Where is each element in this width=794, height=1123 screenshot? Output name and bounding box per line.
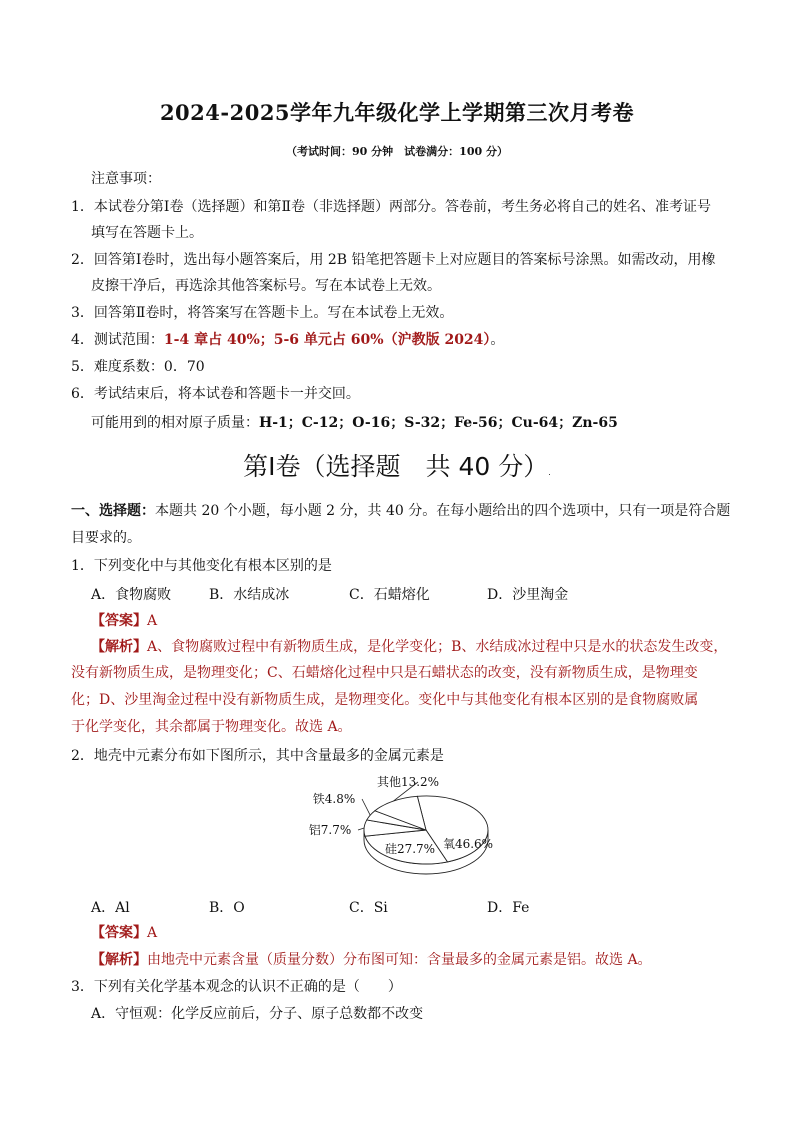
answer-tag: 【答案】 [91,925,147,941]
note-2-cont: 皮擦干净后，再选涂其他答案标号。写在本试卷上无效。 [91,278,441,294]
test-scope: 1-4 章占 40%；5-6 单元占 60%（沪教版 2024） [163,332,491,348]
part1-instructions-cont: 目要求的。 [71,530,141,546]
question-2-option-d: D．Fe [487,900,530,916]
question-1-analysis-line-4: 于化学变化，其余都属于物理变化。故选 A。 [71,719,352,735]
pie-label-硅: 硅27.7% [384,842,436,856]
note-1 [71,198,711,216]
note-number: 1． [71,199,94,215]
exam-info: （考试时间：90 分钟 试卷满分：100 分） [286,145,508,158]
answer-tag: 【答案】 [91,613,147,629]
atomic-masses [91,414,618,432]
question-1-answer [91,612,157,630]
part1-text: 本题共 20 个小题，每小题 2 分，共 40 分。在每小题给出的四个选项中，只有一项是符合题 [155,503,731,519]
note-number: 5． [71,359,94,375]
note-6 [71,385,360,403]
pie-label-其他: 其他13.2% [376,775,440,789]
analysis-tag: 【解析】 [91,639,147,655]
note-5 [71,358,205,376]
note-text: 回答第Ⅰ卷时，选出每小题答案后，用 2B 铅笔把答题卡上对应题目的答案标号涂黑。如需改动，用橡 [93,252,716,268]
note-text: 测试范围： [93,332,164,348]
atomic-mass-values: H-1；C-12；O-16；S-32；Fe-56；Cu-64；Zn-65 [259,415,618,431]
question-2-analysis [91,951,652,969]
pie-label-氧: 氧46.6% [442,837,494,851]
note-4 [71,331,504,349]
atomic-mass-label: 可能用到的相对原子质量： [91,415,259,431]
question-1-analysis-line-3: 化；D、沙里淘金过程中没有新物质生成，是物理变化。变化中与其他变化有根本区别的是食物腐败属 [71,692,699,708]
note-2 [71,251,716,269]
leader-line-铝 [358,828,364,830]
page-title: 2024-2025学年九年级化学上学期第三次月考卷 [159,100,635,125]
question-1-option-b: B．水结成冰 [209,587,290,603]
answer-value: A [147,613,158,629]
part1-instructions [71,502,730,520]
answer-value: A [147,925,158,941]
question-2-stem: 2．地壳中元素分布如下图所示，其中含量最多的金属元素是 [71,748,444,764]
note-1-cont: 填写在答题卡上。 [91,225,203,241]
analysis-text: A、食物腐败过程中有新物质生成，是化学变化；B、水结成冰过程中只是水的状态发生改变， [147,639,728,655]
note-text: 考试结束后，将本试卷和答题卡一并交回。 [93,386,360,402]
section-title-text: 第Ⅰ卷（选择题 共 40 分） [243,452,549,481]
question-2-option-b: B．O [209,900,245,916]
note-text-end: 。 [490,332,505,348]
question-2-option-a: A．Al [91,900,130,916]
leader-line-铁 [362,799,370,815]
note-3 [71,304,453,322]
question-3-option-a: A．守恒观：化学反应前后，分子、原子总数都不改变 [91,1006,424,1022]
pie-label-铝: 铝7.7% [308,823,352,837]
note-text: 本试卷分第Ⅰ卷（选择题）和第Ⅱ卷（非选择题）两部分。答卷前，考生务必将自己的姓名、准考证号 [93,199,711,215]
question-1-stem: 1．下列变化中与其他变化有根本区别的是 [71,558,332,574]
analysis-text: 由地壳中元素含量（质量分数）分布图可知：含量最多的金属元素是铝。故选 A。 [147,952,652,968]
note-number: 2． [71,252,94,268]
question-1-option-d: D．沙里淘金 [487,587,569,603]
note-text: 难度系数：0．70 [93,359,205,375]
question-3-stem: 3．下列有关化学基本观念的认识不正确的是（ ） [71,979,402,995]
analysis-tag: 【解析】 [91,952,147,968]
notes-heading: 注意事项： [91,171,161,187]
section-title [0,447,794,483]
question-2-answer [91,924,157,942]
crust-element-pie-chart [300,768,520,888]
question-1-option-a: A．食物腐败 [91,587,172,603]
note-text: 回答第Ⅱ卷时，将答案写在答题卡上。写在本试卷上无效。 [93,305,454,321]
question-2-option-c: C．Si [349,900,388,916]
note-number: 4． [71,332,94,348]
note-number: 3． [71,305,94,321]
section-tail-mark: . [548,468,551,477]
question-1-analysis-line-1 [91,638,727,656]
question-1-analysis-line-2: 没有新物质生成，是物理变化；C、石蜡熔化过程中只是石蜡状态的改变，没有新物质生成，是物理变 [71,665,698,681]
part1-label: 一、选择题： [71,503,155,519]
question-1-option-c: C．石蜡熔化 [349,587,430,603]
note-number: 6． [71,386,94,402]
pie-label-铁: 铁4.8% [312,792,356,806]
pie-group [309,774,493,874]
